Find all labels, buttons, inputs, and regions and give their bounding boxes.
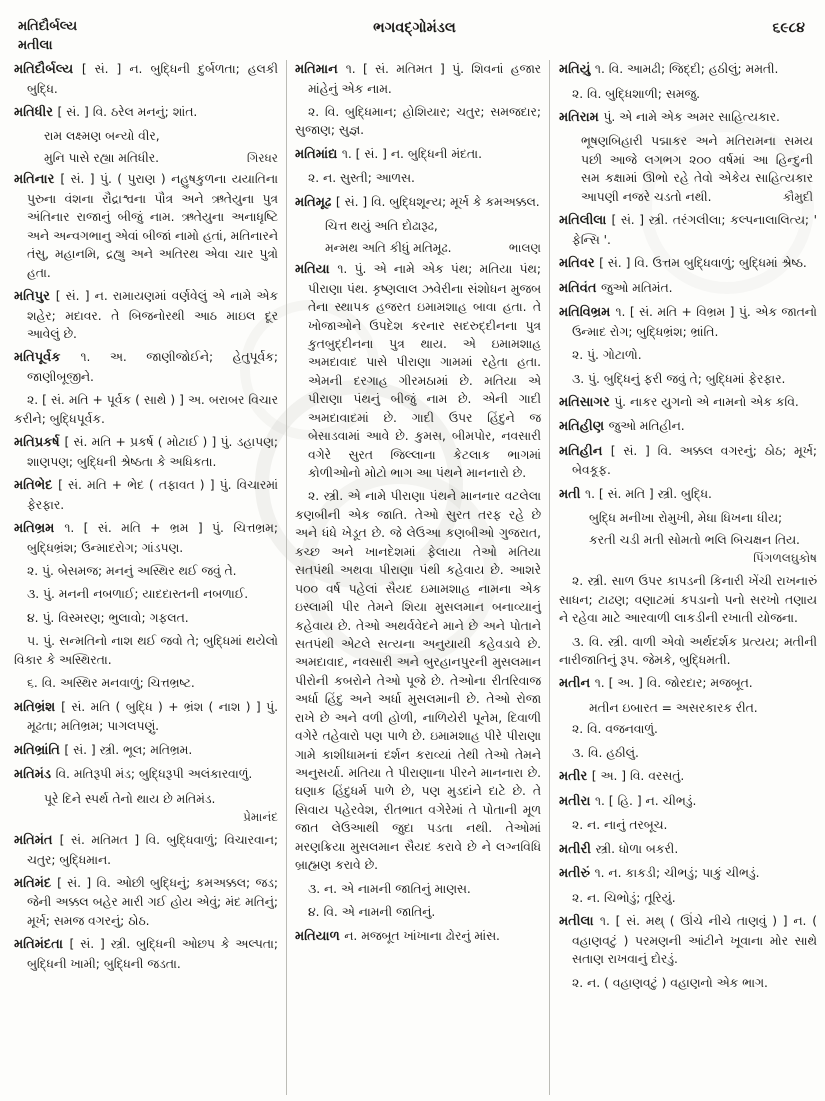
headword: મતી	[559, 486, 586, 502]
headword: મતિમંદ	[14, 875, 58, 891]
sense-item: ૨. ન. નાનું તરબૂચ.	[572, 818, 668, 833]
dictionary-entry: મતિમંદ [ સં. ] વિ. ઓછી બુદ્ધિનું; કમઅક્કલ; જડ; જેની અક્કલ બહેર મારી ગઈ હોય એવું; મંદ મતિનું; મૂર્ખ; સમજ વગરનું; ઠોઠ.	[14, 875, 278, 928]
sense-item: ૨. પું. બેસમજ; મનનું અસ્થિર થઈ જવું તે.	[27, 564, 237, 578]
sense-item: ૩. ન. એ નામની જાતિનું માણસ.	[308, 881, 471, 896]
sense-item: ૫. પું. સન્મતિનો નાશ થઈ જવો તે; બુદ્ધિમાં થયેલો વિકાર કે અસ્થિરતા.	[14, 634, 278, 667]
dictionary-entry: મતિસાગર પું. નાકર યુગનો એ નામનો એક કવિ.	[559, 394, 799, 410]
headword: મતિપૂર્વક	[14, 350, 81, 366]
headword: મતિભ્રાંતિ	[14, 742, 65, 758]
sense-item: ૨. સ્ત્રી. સાળ ઉપર કાપડની કિનારી ખેંચી રાખનારું સાધન; ટાઢણ; વણાટમાં કપડાનો પનો સરખો તણાય ને રહેવા માટે આરવાળી લાકડીની રખાતી યોજના.	[559, 574, 817, 626]
attribution: પ્રેમાનંદ	[243, 810, 278, 824]
sense-item: ૩. વિ. હઠીલું.	[572, 745, 639, 760]
sense-item: ૨. ન. ( વહાણવટું ) વહાણનો એક ભાગ.	[572, 975, 768, 990]
sense-item: ૨. [ સં. મતિ + પૂર્વક ( સાથે ) ] અ. બરાબર વિચાર કરીને; બુદ્ધિપૂર્વક.	[14, 393, 278, 426]
dictionary-entry: મતિયું ૧. વિ. આમઢી; જિદ્દી; હઠીલું; મમતી.	[559, 62, 779, 77]
headword: મતિલીલા	[559, 213, 612, 229]
dictionary-entry: મતિધીર [ સં. ] વિ. ઠરેલ મનનું; શાંત.	[14, 104, 198, 120]
page-header	[14, 14, 815, 60]
headword: મતીલા	[559, 914, 600, 930]
dictionary-entry: મતીરા ૧. [ હિ. ] ન. ચીભડું.	[559, 793, 697, 809]
headword: મતિયા	[295, 262, 338, 278]
dictionary-entry: મતિદૌર્બલ્ય [ સં. ] ન. બુદ્ધિની દુર્બળતા; હલકી બુદ્ધિ.	[14, 62, 278, 96]
headword: મતિદૌર્બલ્ય	[14, 62, 82, 77]
verse-line	[559, 509, 817, 527]
dictionary-entry: મતિયા ૧. પું. એ નામે એક પંથ; મતિયા પંથ; પીરાણા પંથ. કૃષ્ણલાલ ઝવેરીના સંશોધન મુજબ તેના સ્થાપક હજરત ઇમામશાહ બાવા હતા. તે ખોજાઓને ઉપદેશ કરનાર સદરુદ્દીનના પુત્ર કુતબુદ્દીનના પુત્ર થાય. એ ઇમામશાહ અમદાવાદ પાસે પીરાણા ગામમાં રહેતા હતા. એમની દરગાહ ગીરમઠામાં છે. મતિયા એ પીરાણા પંથનું બીજું નામ છે. એની ગાદી અમદાવાદમાં છે. ગાદી ઉપર હિંદુને જ બેસાડવામાં આવે છે. કુમસ, બીમપોર, નવસારી વગેરે સુરત જિલ્લાના કેટલાક ભાગમાં કોળીઓનો મોટો ભાગ આ પંથને માનનારો છે.	[295, 262, 542, 480]
verse-line	[559, 699, 817, 717]
headword: મતિભેદ	[14, 478, 59, 494]
headword: મતિભ્રંશ	[14, 699, 62, 715]
headword: મતીન	[559, 676, 595, 692]
headword: મતિભ્રમ	[14, 521, 65, 537]
headword: મતિયાળ	[295, 928, 345, 944]
attribution: કૌમુદી	[782, 189, 813, 204]
guide-word-last: મતીલા	[18, 37, 53, 53]
dictionary-entry: મતિલીલા [ સં. ] સ્ત્રી. તરંગલીલા; કલ્પનાલાલિત્ય; ' ફેન્સિ '.	[559, 213, 817, 247]
dictionary-entry: મતિપ્રકર્ષ [ સં. મતિ + પ્રકર્ષ ( મોટાઈ ) ] પું. ડહાપણ; શાણપણ; બુદ્ધિની શ્રેષ્ઠતા કે અધિકતા.	[14, 435, 278, 469]
verse-line	[14, 149, 278, 167]
dictionary-entry: મતીર [ અ. ] વિ. વરસતું.	[559, 769, 685, 785]
page-title: ભગવદ્ગોમંડલ	[373, 20, 456, 36]
column-3	[549, 60, 817, 1095]
verse-text: પૂરે દિને સ્પર્થ તેનો થાય છે મતિમંડ.	[44, 791, 216, 806]
quote-block: ભૂષણબિહારી પદ્માકર અને મતિરામના સમય પછી આજે લગભગ ૨૦૦ વર્ષમાં આ હિન્દુની સમ કક્ષામાં ઊભો રહે તેવો એકેય સાહિત્યકાર આપણી નજરે ચડતો નથી. કૌમુદી	[581, 134, 813, 204]
dictionary-entry: મતિમંડ વિ. મતિરૂપી મંડ; બુદ્ધિરૂપી અલંકારવાળું.	[14, 767, 253, 783]
headword: મતિધીર	[14, 104, 58, 120]
headword: મતિપુર	[14, 289, 56, 304]
page-number: ૬૯૮૪	[772, 20, 805, 36]
column-2	[286, 60, 549, 1095]
dictionary-entry: મતિમંત [ સં. મતિમત ] વિ. બુદ્ધિવાળું; વિચારવાન; ચતુર; બુદ્ધિમાન.	[14, 833, 278, 867]
verse-line	[14, 127, 278, 145]
verse-text: બુદ્ધિ મનીખા રોમુખી, મેધા ધિખના ધીય;	[589, 511, 783, 526]
headword: મતિમંત	[14, 833, 60, 848]
sense-item: ૪. પું. વિસ્મરણ; ભુલાવો; ગફલત.	[27, 610, 189, 625]
sense-item: ૬. વિ. અસ્થિર મનવાળું; ચિત્તભ્રષ્ટ.	[27, 676, 195, 691]
dictionary-entry: મતિરામ પું. એ નામે એક અમર સાહિત્યકાર.	[559, 109, 780, 125]
dictionary-entry: મતિહીણ જુઓ મતિહીન.	[559, 419, 685, 435]
guide-word-first: મતિદૌર્બલ્ય	[18, 19, 78, 34]
verse-line	[559, 531, 817, 549]
sense-item: ૨. ન. ચિભોડું; તૂરિયું.	[572, 890, 676, 905]
dictionary-entry: મતિભ્રાંતિ [ સં. ] સ્ત્રી. ભૂલ; મતિભ્રમ.	[14, 742, 193, 758]
sense-item: ૨. વિ. બુદ્ધિશાળી; સમજુ.	[572, 86, 701, 101]
dictionary-entry: મતિવર [ સં. ] વિ. ઉત્તમ બુદ્ધિવાળું; બુદ્ધિમાં શ્રેષ્ઠ.	[559, 256, 807, 272]
sense-item: ૨. વિ. વજનવાળું.	[572, 722, 658, 737]
verse-line	[14, 790, 278, 808]
verse-text: રામ લક્ષ્મણ બન્યો વીર,	[44, 129, 160, 144]
sense-item: ૩. પું. બુદ્ધિનું ફરી જવું તે; બુદ્ધિમાં ફેરફાર.	[572, 371, 786, 386]
verse-text: મન્મથ અતિ કીધું મતિમૂઢ.	[325, 240, 452, 255]
dictionary-entry: મતિનાર [ સં. ] પું. ( પુરાણ ) નહુષકુળના યયાતિના પુરુના વંશના રૌદ્રાશ્વના પૌત્ર અને ઋતેયુના પુત્ર અંતિનાર રાજાનું બીજું નામ. ઋતેયુના અનાધૃષ્ટિ અને અન્વગભાનુ એવાં બીજાં નામો હતાં, મતિનારને તંસુ, મહાનમિ, દ્રહ્યુ અને અતિરથ એવા ચાર પુત્રો હતા.	[14, 172, 278, 280]
verse-text: કરતી ચડી મતી સોમતો ભલિ બિચક્ષન તિય.	[589, 532, 800, 547]
sense-item: ૪. વિ. એ નામની જાતિનું.	[308, 905, 436, 920]
sense-item: ૨. પું. ગોટાળો.	[572, 348, 642, 363]
dictionary-entry: મતિમાંદ્ય ૧. [ સં. ] ન. બુદ્ધિની મંદતા.	[295, 146, 482, 162]
dictionary-entry: મતિભેદ [ સં. મતિ + ભેદ ( તફાવત ) ] પું. વિચારમાં ફેરફાર.	[14, 478, 278, 512]
sense-item: ૩. પું. મનની નબળાઈ; યાદદાસ્તની નબળાઈ.	[27, 587, 249, 602]
dictionary-entry: મતીરું ૧. ન. કાકડી; ચીભડું; પાકું ચીભડું.	[559, 866, 760, 882]
headword: મતિમાંદ્ય	[295, 146, 342, 162]
attribution: પિંગળલઘુકોષ	[753, 551, 817, 566]
sense-item: ૨. વિ. બુદ્ધિમાન; હોશિયાર; ચતુર; સમજદાર; સુજાણ; સુજ્ઞ.	[295, 104, 541, 138]
headword: મતીર	[559, 769, 592, 785]
headword: મતીરી	[559, 841, 596, 857]
headword: મતિહીણ	[559, 419, 609, 435]
dictionary-entry: મતીરી સ્ત્રી. ધોળા બકરી.	[559, 841, 679, 857]
headword: મતિપ્રકર્ષ	[14, 435, 65, 451]
dictionary-entry: મતિપુર [ સં. ] ન. રામાયણમાં વર્ણવેલું એ નામે એક શહેર; મદાવર. તે બિજનોરથી આઠ માઇલ દૂર આવેલું છે.	[14, 289, 278, 341]
sense-item: ૩. વિ. સ્ત્રી. વાળી એવો અર્થદર્શક પ્રત્યય; મતીની નારીજાતિનું રૂપ. જેમકે, બુદ્ધિમતી.	[559, 634, 817, 667]
headword: મતિયું	[559, 62, 595, 77]
attribution: ગિરધર	[246, 150, 278, 165]
headword: મતિરામ	[559, 109, 604, 125]
attribution: ભાલણ	[508, 240, 541, 255]
verse-line	[295, 239, 541, 257]
dictionary-entry: મતિભ્રમ ૧. [ સં. મતિ + ભ્રમ ] પું. ચિત્તભ્રમ; બુદ્ધિભ્રંશ; ઉન્માદરોગ; ગાંડપણ.	[14, 521, 278, 555]
dictionary-entry: મતિમંદતા [ સં. ] સ્ત્રી. બુદ્ધિની ઓછપ કે અલ્પતા; બુદ્ધિની ખામી; બુદ્ધિની જડતા.	[14, 937, 279, 971]
headword: મતિવિભ્રમ	[559, 305, 616, 321]
headword: મતિમૂઢ	[295, 194, 336, 210]
dictionary-entry: મતિમૂઢ [ સં. ] વિ. બુદ્ધિશૂન્ય; મૂર્ખ કે કમઅક્કલ.	[295, 194, 540, 210]
dictionary-entry: મતિભ્રંશ [ સં. મતિ ( બુદ્ધિ ) + ભ્રંશ ( નાશ ) ] પું. મૂઢતા; મતિભ્રમ; પાગલપણું.	[14, 699, 278, 734]
dictionary-entry: મતીલા ૧. [ સં. મથ્ ( ઊંચે નીચે તાણવું ) ] ન. ( વહાણવટું ) પરમણની આંટીને ખૂવાના મોર સાથે સતાણ રાખવાનું દોરડું.	[559, 914, 817, 967]
dictionary-entry: મતિયાળ ન. મજબૂત ખાંખાના ઢોરનું માંસ.	[295, 928, 500, 944]
verse-text: ચિત્ત થયું અતિ દોઢારૂઢ,	[325, 219, 438, 234]
headword: મતિસાગર	[559, 394, 615, 410]
headword: મતિવર	[559, 256, 600, 272]
dictionary-entry: મતી ૧. [ સં. મતિ ] સ્ત્રી. બુદ્ધિ.	[559, 486, 712, 502]
headword: મતિમાન	[295, 62, 346, 77]
verse-text: મુનિ પાસે રહ્યા મતિધીર.	[44, 150, 160, 165]
verse-text: મતીન ઇબારત = અસરકારક રીત.	[589, 700, 758, 715]
dictionary-entry: મતિમાન ૧. [ સં. મતિમત ] પું. શિવનાં હજાર માંહેનું એક નામ.	[295, 62, 542, 96]
headword: મતિમંદતા	[14, 937, 70, 953]
headword: મતિવંત	[559, 280, 601, 296]
dictionary-entry: મતિવંત જુઓ મતિમંત.	[559, 280, 673, 296]
column-1	[14, 60, 286, 1095]
verse-line	[295, 217, 541, 235]
sense-item: ૨. સ્ત્રી. એ નામે પીરાણા પંથને માનનાર વટલેલા કણબીની એક જાતિ. તેઓ સુરત તરફ રહે છે અને ધંધે ખેડૂત છે. જે લેઉઆ કણબીઓ ગુજરાત, કચ્છ અને ખાનદેશમાં ફેલાયા તેઓ મતિયા સતપંથી અથવા પીરાણા પંથી કહેવાય છે. આશરે ૫૦૦ વર્ષ પહેલાં સૈયદ ઇમામશાહ નામના એક ઇસ્લામી પીર તેમને શિયા મુસલમાન બનાવ્યાનું કહેવાય છે. તેઓ અથર્વવેદને માને છે અને પોતાને સતપંથી એટલે સત્યના અનુયાયી કહેવડાવે છે. અમદાવાદ, નવસારી અને બુરહાનપુરની મુસલમાન પીરોની કબરોને તેઓ પૂજે છે. તેઓના રીતરિવાજ અર્ધા હિંદુ અને અર્ધા મુસલમાની છે. તેઓ રોજા રાખે છે અને વળી હોળી, નાળિયેરી પૂનેમ, દિવાળી વગેરે તહેવારો પણ પાળે છે. ઇમામશાહ પીરે પીરાણા ગામે કાશીધામનાં દર્શન કરાવ્યાં તેથી તેઓ તેમને અનુસર્યા. મતિયા તે પીરાણાના પીરને માનનારા છે. ઘણાક હિંદુધર્મ પાળે છે, પણ મુડદાંને દાટે છે. તે સિવાય પહેરવેશ, રીતભાત વગેરેમાં તે પોતાની મૂળ જાત લેઉઆથી જુદા પડતા નથી. તેઓમાં મરણક્રિયા મુસલમાન સૈયદ કરાવે છે ને લગ્નવિધિ બ્રાહ્મણ કરાવે છે.	[295, 489, 541, 873]
headword: મતીરા	[559, 793, 595, 809]
dictionary-entry: મતીન ૧. [ અ. ] વિ. જોરદાર; મજબૂત.	[559, 676, 753, 692]
text-columns	[14, 60, 817, 1095]
dictionary-entry: મતિહીન [ સં. ] વિ. અક્કલ વગરનું; ઠોઠ; મૂર્ખ; બેવકૂફ.	[559, 443, 817, 478]
sense-item: ૨. ન. સુસ્તી; આળસ.	[308, 171, 415, 186]
dictionary-entry: મતિવિભ્રમ ૧. [ સં. મતિ + વિભ્રમ ] પું. એક જાતનો ઉન્માદ રોગ; બુદ્ધિભ્રંશ; ભ્રાંતિ.	[559, 305, 817, 339]
dictionary-entry: મતિપૂર્વક ૧. અ. જાણીજોઈને; હેતુપૂર્વક; જાણીબૂજીને.	[14, 350, 278, 384]
headword: મતિમંડ	[14, 767, 56, 783]
headword: મતિનાર	[14, 172, 61, 188]
headword: મતીરું	[559, 866, 595, 882]
headword: મતિહીન	[559, 443, 611, 459]
